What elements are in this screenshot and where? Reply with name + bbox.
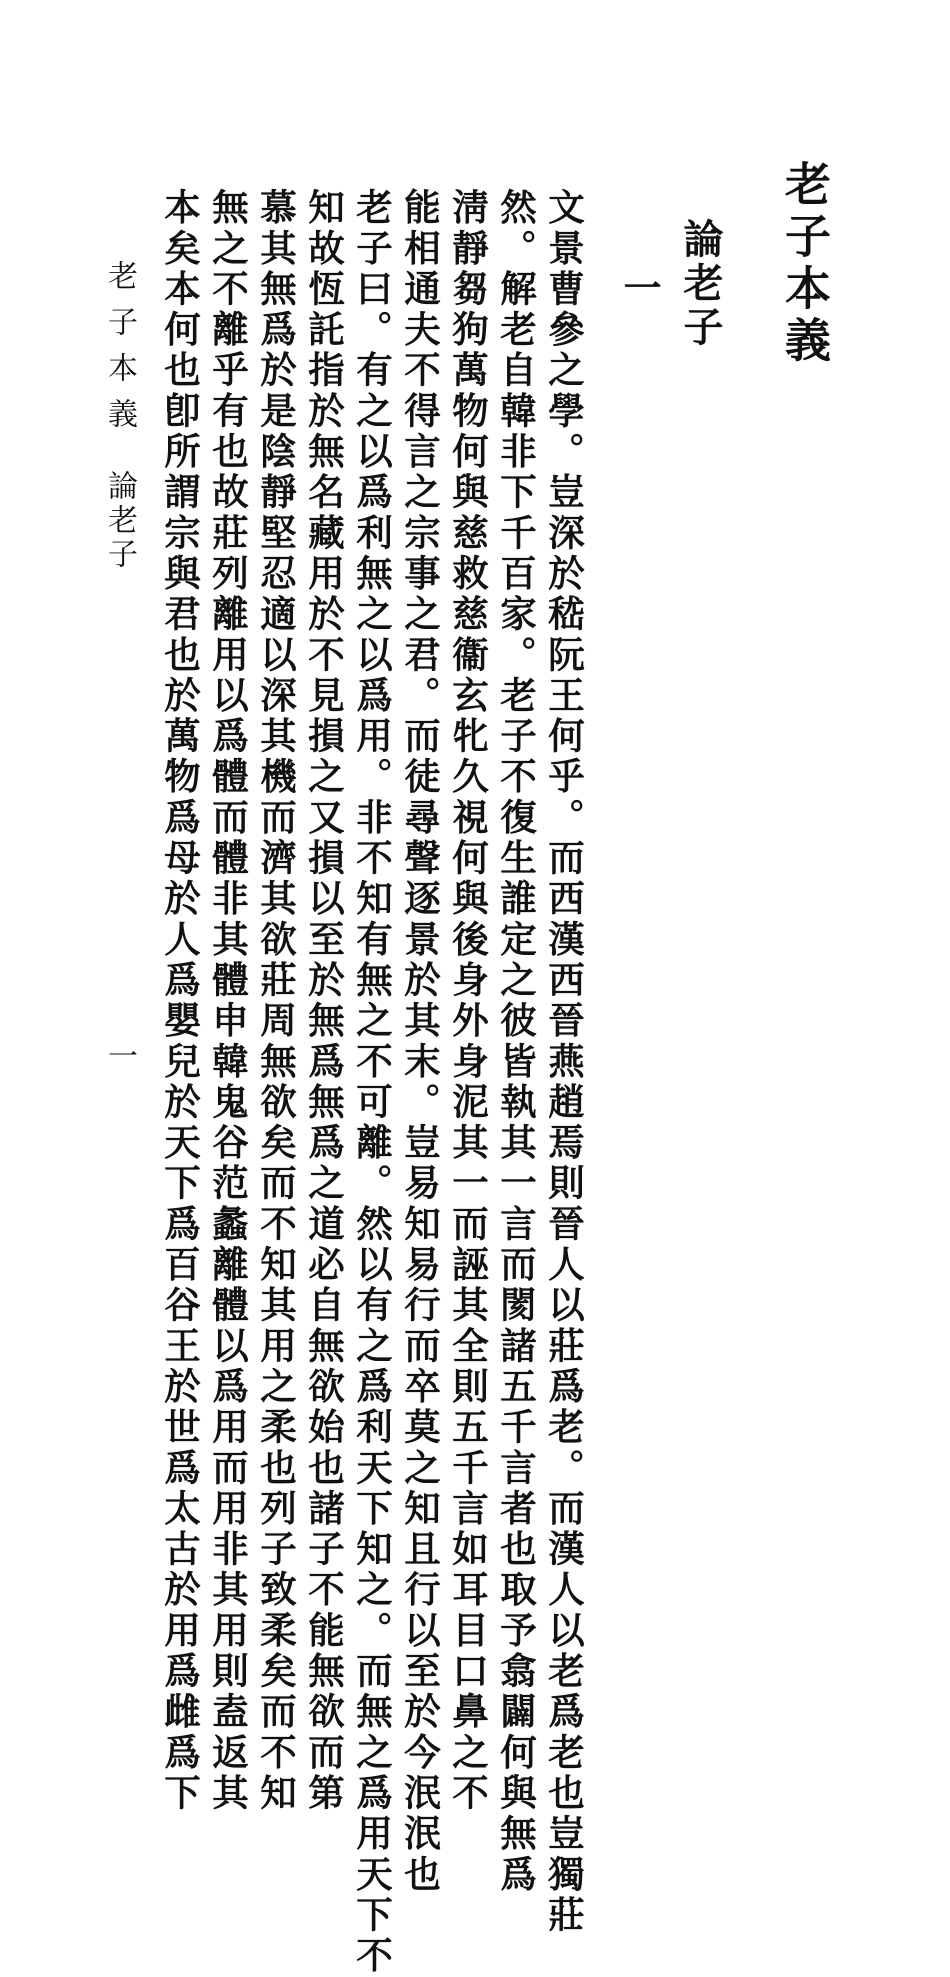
text-column: 然。解老自韓非下千百家。老子不復生誰定之彼皆執其一言而閡諸五千言者也取予翕闢何與無爲	[494, 188, 538, 1896]
text-column: 淸靜芻狗萬物何與慈救慈衞玄牝久視何與後身外身泥其一而誣其全則五千言如耳目口鼻之不	[446, 188, 490, 1814]
section-number: 一	[617, 268, 662, 306]
book-title: 老子本義	[778, 160, 832, 368]
running-head-title: 老子本義	[102, 260, 137, 444]
text-column: 知故恆託指於無名藏用於不見損之又損以至於無爲無爲之道必自無欲始也諸子不能無欲而第	[302, 188, 346, 1814]
text-column: 本矣本何也卽所謂宗與君也於萬物爲母於人爲嬰兒於天下爲百谷王於世爲太古於用爲雌爲下	[158, 188, 202, 1814]
section-title: 論老子	[677, 218, 724, 350]
running-head-section: 論老子	[102, 470, 137, 572]
text-column: 文景曹參之學。豈深於嵇阮王何乎。而西漢西晉燕趙焉則晉人以莊爲老。而漢人以老爲老也豈獨莊	[542, 188, 586, 1936]
text-column: 老子曰。有之以爲利無之以爲用。非不知有無之不可離。然以有之爲利天下知之。而無之爲用天下不	[350, 188, 394, 1977]
text-column: 無之不離乎有也故莊列離用以爲體而體非其體申韓鬼谷范蠡離體以爲用而用非其用則盍返其	[206, 188, 250, 1814]
text-column: 慕其無爲於是陰靜堅忍適以深其機而濟其欲莊周無欲矣而不知其用之柔也列子致柔矣而不知	[254, 188, 298, 1814]
text-column: 能相通夫不得言之宗事之君。而徒尋聲逐景於其末。豈易知易行而卒莫之知且行以至於今泯泯也	[398, 188, 442, 1896]
page-number: 一	[102, 1040, 137, 1070]
